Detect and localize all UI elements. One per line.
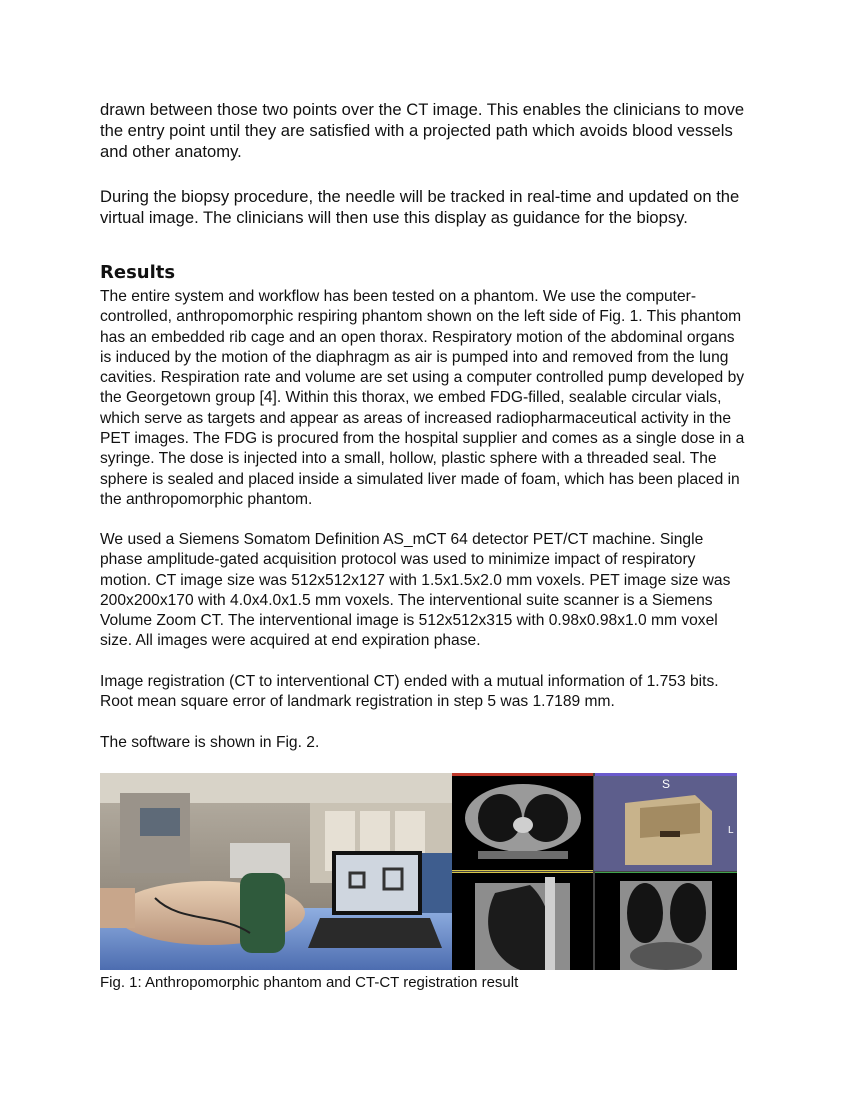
paragraph-phantom: The entire system and workflow has been tested on a phantom. We use the computer-controlled, anthropomorphic respiring phantom shown on the left side of Fig. 1. This phantom has an embedded rib cage and an open thorax. Respiratory motion of the abdominal organs is induced by the motion of the diaphragm as air is pumped into and removed from the lung cavities. Respiration rate and volume are set using a computer controlled pump developed by the Georgetown group [4]. Within this thorax, we embed FDG-filled, sealable circular vials, which serve as targets and appear as areas of increased radiopharmaceutical activity in the PET images. The FDG is procured from the hospital supplier and comes as a single dose in a syringe. The dose is injected into a small, hollow, plastic sphere with a threaded seal. The sphere is sealed and placed inside a simulated liver made of foam, which has been placed in the anthropomorphic phantom. — [100, 288, 745, 508]
paragraph-continued: drawn between those two points over the CT image. This enables the clinicians to move the entry point until they are satisfied with a projected path which avoids blood vessels and other anatomy. — [100, 100, 745, 162]
ct-registration-views — [452, 773, 737, 970]
figure-caption: Fig. 1: Anthropomorphic phantom and CT-CT registration result — [100, 974, 519, 991]
paragraph-software: The software is shown in Fig. 2. — [100, 734, 320, 751]
orientation-label-left: L — [728, 825, 734, 836]
orientation-label-superior: S — [662, 777, 671, 791]
figure-1 — [100, 773, 737, 970]
paragraph-scanner: We used a Siemens Somatom Definition AS_mCT 64 detector PET/CT machine. Single phase amplitude-gated acquisition protocol was used to minimize impact of respiratory motion. CT image size was 512x512x127 with 1.5x1.5x2.0 mm voxels. PET image size was 200x200x170 with 4.0x4.0x1.5 mm voxels. The interventional suite scanner is a Siemens Volume Zoom CT. The interventional image is 512x512x315 with 0.98x0.98x1.0 mm voxel size. All images were acquired at end expiration phase. — [100, 531, 731, 650]
paragraph-biopsy-procedure: During the biopsy procedure, the needle will be tracked in real-time and updated on the virtual image. The clinicians will then use this display as guidance for the biopsy. — [100, 187, 740, 228]
phantom-photo — [100, 773, 452, 970]
section-heading-results: Results — [100, 262, 176, 283]
paragraph-registration: Image registration (CT to interventional CT) ended with a mutual information of 1.753 bits. Root mean square error of landmark registration in step 5 was 1.7189 mm. — [100, 673, 719, 711]
